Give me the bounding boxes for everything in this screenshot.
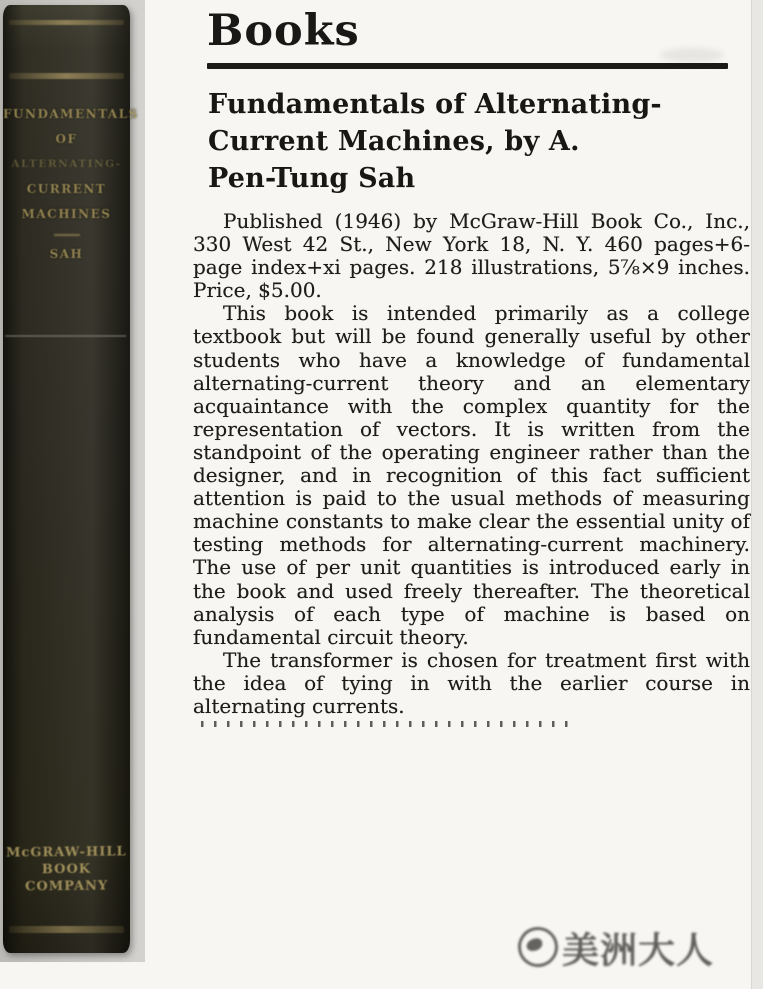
spine-title-line: FUNDAMENTALS [3,107,139,121]
paragraph-review: This book is intended primarily as a college textbook but will be found generally useful by other students who have a knowledge of fundamental alternating-current theory and an elementary acquaintance with the complex quantity for the representation of vectors. It is written from the standpoint of the operating engineer rather than the designer, and in recognition of this fact sufficient attention is paid to the usual methods of measuring machine constants to make clear the essential unity of testing methods for alternating-current machinery. The use of per unit quantities is introduced early in the book and used freely thereafter. The theoretical analysis of each type of machine is based on fundamental circuit theory. [193,301,750,649]
spine-publisher-block [3,843,131,895]
page-right-edge-strip [751,0,763,989]
scan-smudge [660,48,724,62]
watermark-seal-icon [514,923,561,970]
article-column [193,6,750,727]
spine-author: SAH [49,247,84,261]
article-title-line: Current Machines, by A. [208,126,580,157]
section-header: Books [207,6,360,56]
spine-publisher-line: McGRAW-HILL [5,844,127,861]
book-spine [3,5,139,953]
paragraph-transformer: The transformer is chosen for treatment first with the idea of tying in with the earlier course in alternating currents. [193,647,750,718]
cutoff-text-line-artifact [201,721,569,727]
section-header-rule [207,63,728,69]
spine-title-line: CURRENT [26,182,107,196]
spine-gold-band-bottom [9,926,123,933]
watermark-text: 美洲大人 [562,928,714,971]
article-title-line: Pen-Tung Sah [208,163,416,194]
spine-gold-band-top [9,20,123,25]
paragraph-publication-info: Published (1946) by McGraw-Hill Book Co., Inc., 330 West 42 St., New York 18, N. Y. 460 pages+6-page index+xi pages. 218 illustrations, 5⅞×9 inches. Price, $5.00. [193,209,750,303]
spine-scratch-line [5,335,126,337]
article-title [208,86,750,197]
article-title-line: Fundamentals of Alternating- [208,89,662,120]
spine-divider [54,234,80,236]
spine-title-line: MACHINES [21,207,112,221]
article-body [193,210,750,727]
watermark [518,920,714,974]
spine-title-line: ALTERNATING- [11,158,122,170]
spine-publisher-line: BOOK COMPANY [25,861,109,895]
spine-title-block [3,107,139,261]
spine-title-line: OF [55,132,78,146]
spine-gold-band-upper [9,73,123,79]
book-spine-photo [0,0,145,962]
